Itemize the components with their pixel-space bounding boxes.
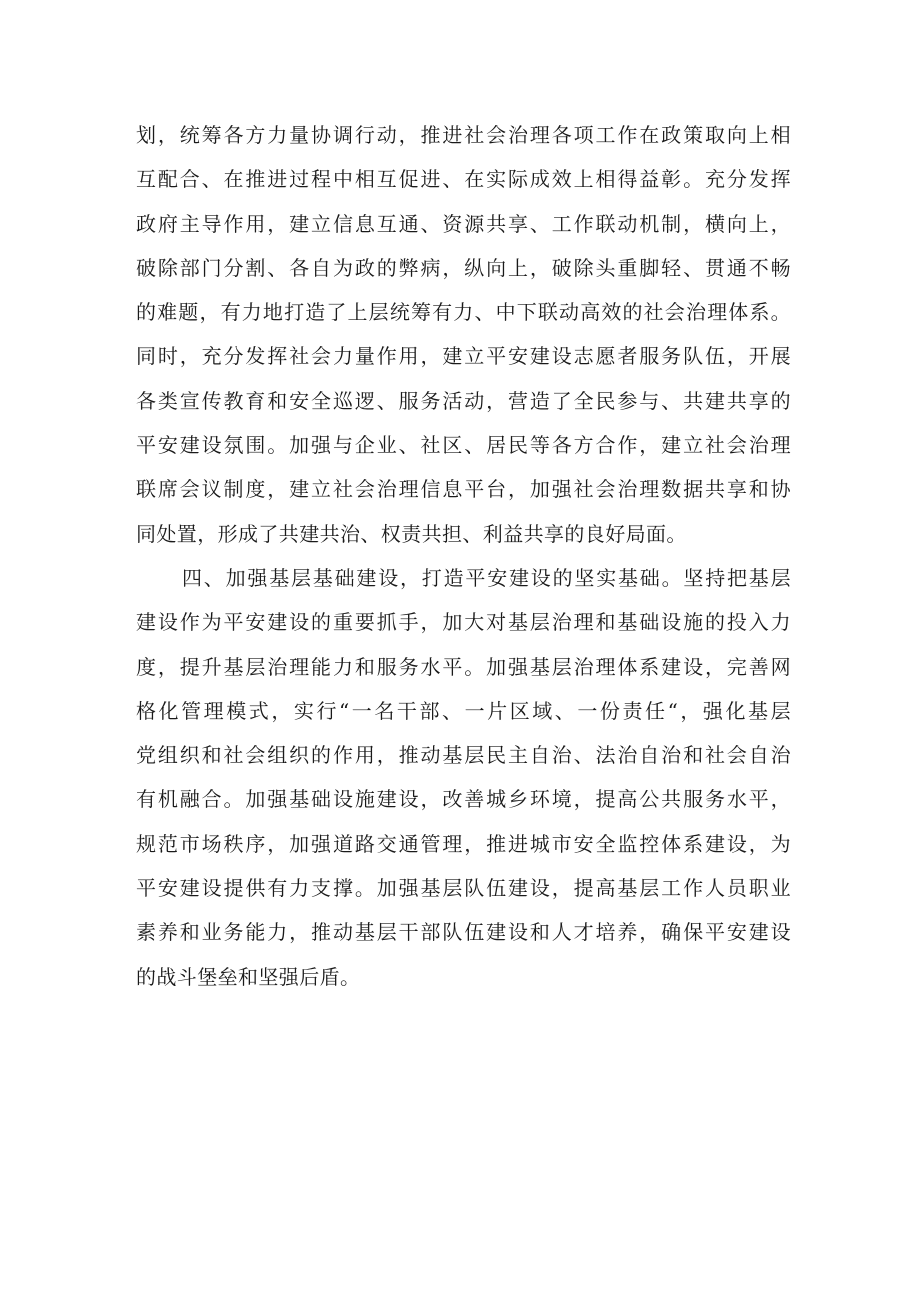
text-line: 同处置，形成了共建共治、权责共担、利益共享的良好局面。 xyxy=(136,521,687,546)
body-text xyxy=(136,113,791,999)
text-line: 同时，充分发挥社会力量作用，建立平安建设志愿者服务队伍，开展 xyxy=(136,344,791,369)
text-line: 的难题，有力地打造了上层统筹有力、中下联动高效的社会治理体系。 xyxy=(136,300,791,325)
paragraph-1 xyxy=(136,113,791,556)
text-line: 有机融合。加强基础设施建设，改善城乡环境，提高公共服务水平， xyxy=(136,787,791,812)
text-line: 政府主导作用，建立信息互通、资源共享、工作联动机制，横向上， xyxy=(136,211,791,236)
text-line: 党组织和社会组织的作用，推动基层民主自治、法治自治和社会自治 xyxy=(136,743,791,768)
text-line: 平安建设氛围。加强与企业、社区、居民等各方合作，建立社会治理 xyxy=(136,433,791,458)
text-line: 建设作为平安建设的重要抓手，加大对基层治理和基础设施的投入力 xyxy=(136,610,791,635)
text-line: 联席会议制度，建立社会治理信息平台，加强社会治理数据共享和协 xyxy=(136,477,791,502)
text-line: 规范市场秩序，加强道路交通管理，推进城市安全监控体系建设，为 xyxy=(136,831,791,856)
text-line: 素养和业务能力，推动基层干部队伍建设和人才培养，确保平安建设 xyxy=(136,920,791,945)
text-line: 格化管理模式，实行“一名干部、一片区域、一份责任“，强化基层 xyxy=(136,698,791,723)
text-line: 划，统筹各方力量协调行动，推进社会治理各项工作在政策取向上相 xyxy=(136,123,791,147)
text-line: 四、加强基层基础建设，打造平安建设的坚实基础。坚持把基层 xyxy=(182,565,791,590)
text-line: 破除部门分割、各自为政的弊病，纵向上，破除头重脚轻、贯通不畅 xyxy=(136,255,791,280)
text-line: 互配合、在推进过程中相互促进、在实际成效上相得益彰。充分发挥 xyxy=(136,167,791,192)
text-line: 度，提升基层治理能力和服务水平。加强基层治理体系建设，完善网 xyxy=(136,654,791,679)
text-line: 的战斗堡垒和坚强后盾。 xyxy=(136,964,361,989)
text-line: 平安建设提供有力支撑。加强基层队伍建设，提高基层工作人员职业 xyxy=(136,876,791,901)
paragraph-2 xyxy=(136,556,791,999)
text-line: 各类宣传教育和安全巡逻、服务活动，营造了全民参与、共建共享的 xyxy=(136,388,791,413)
